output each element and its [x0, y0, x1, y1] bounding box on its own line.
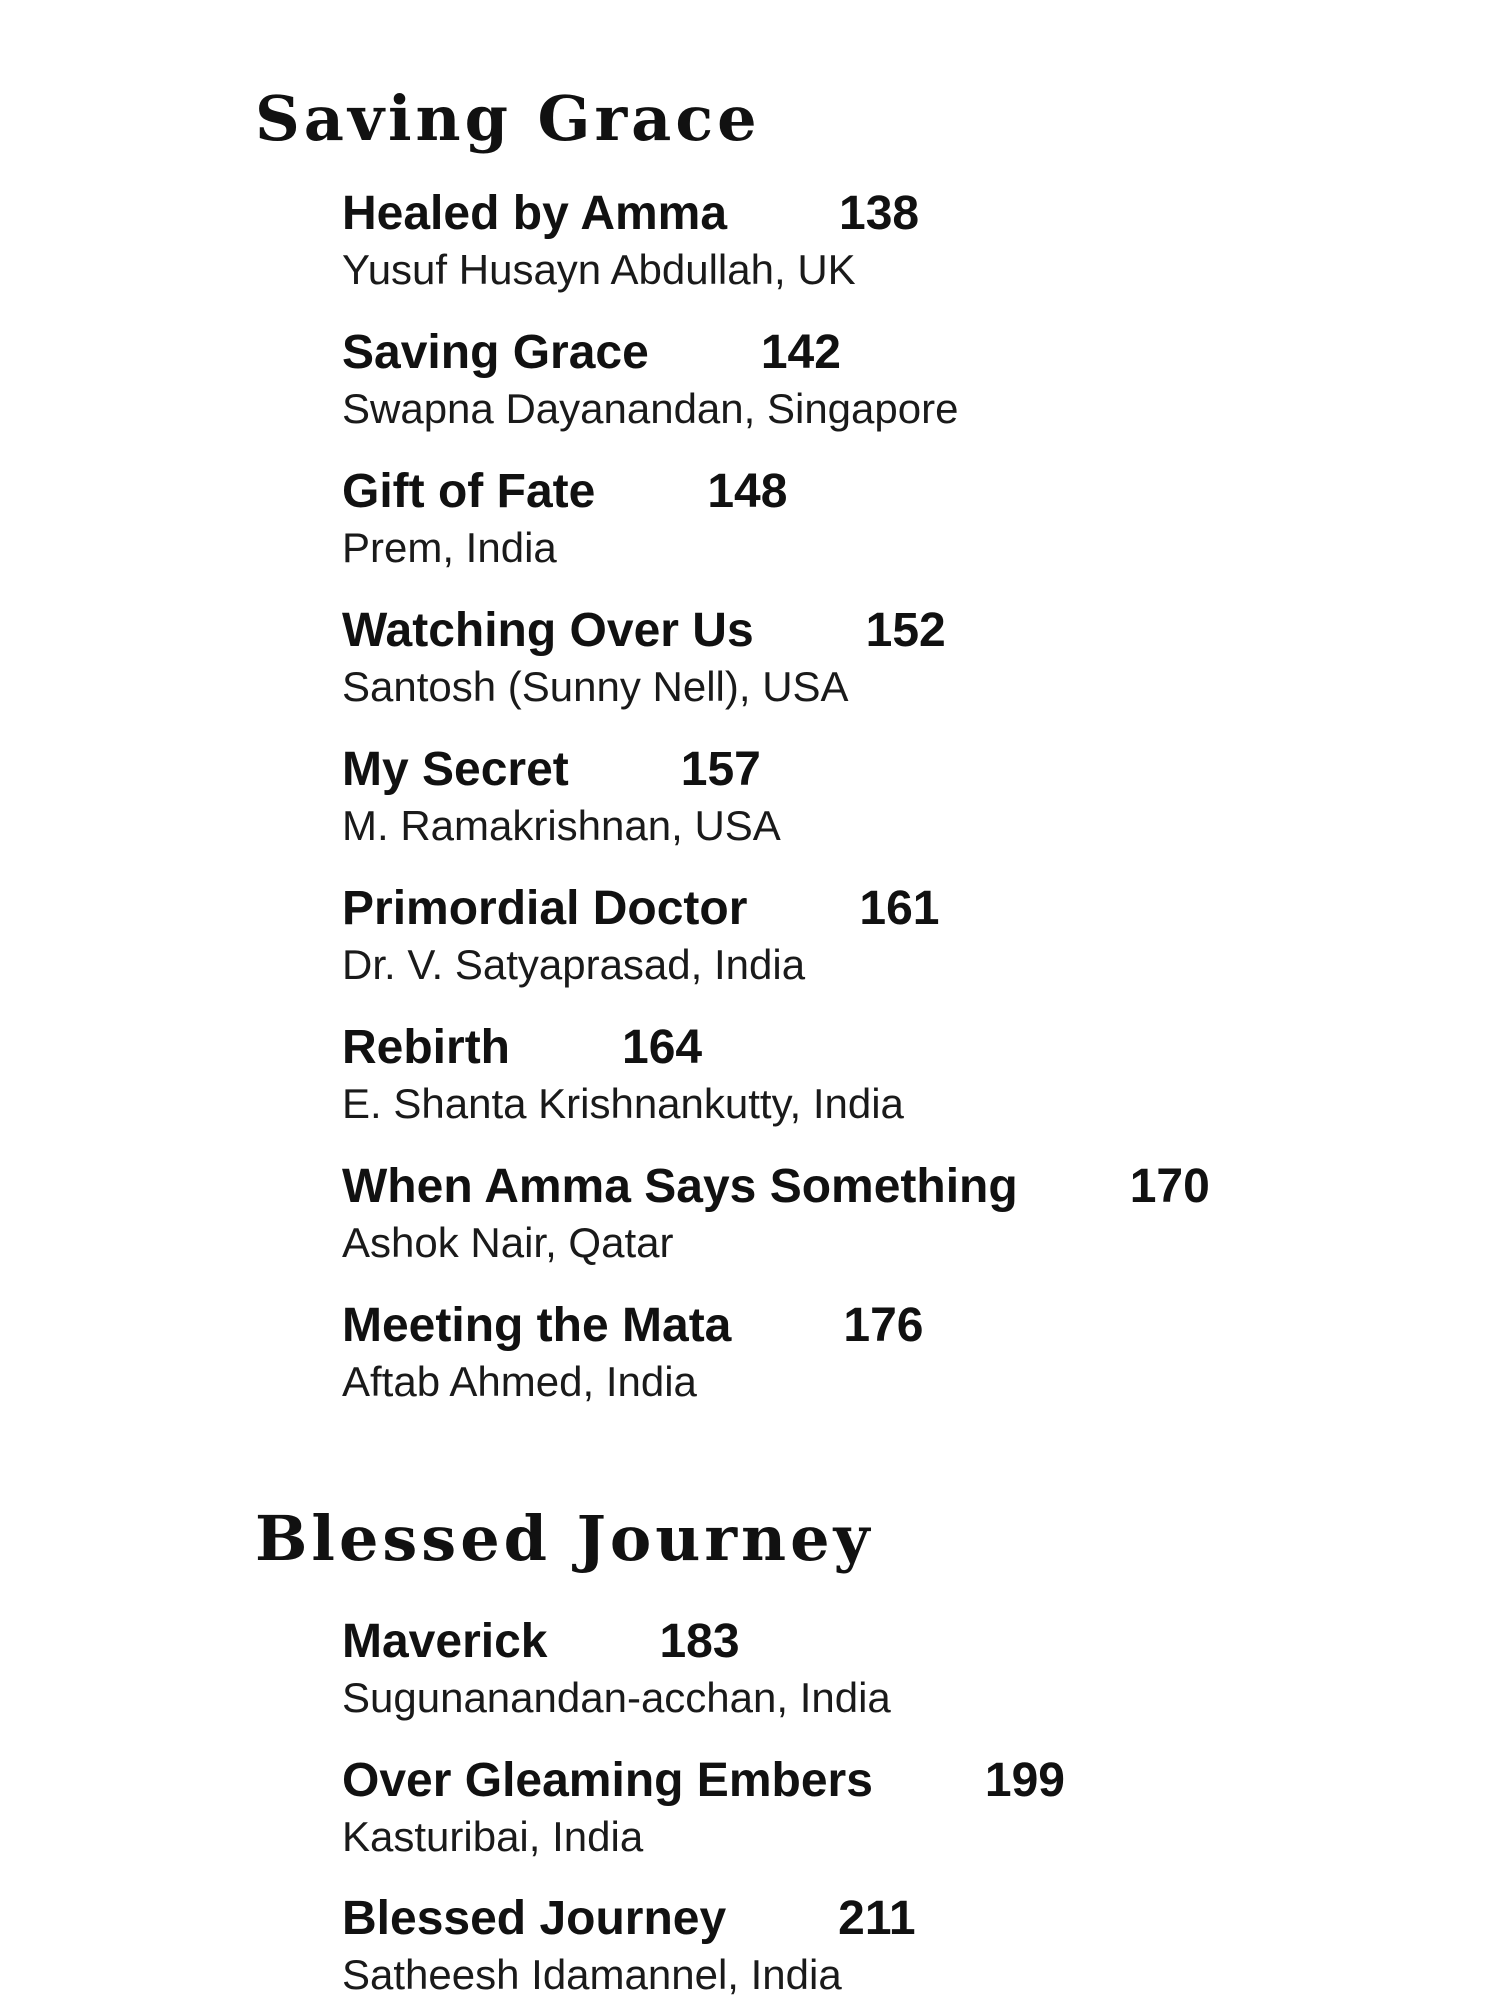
entry-page-number: 170 — [1129, 1160, 1210, 1213]
entry-page-number: 157 — [680, 743, 761, 796]
entry-author: Kasturibai, India — [342, 1813, 644, 1861]
entry-title: Saving Grace — [342, 326, 649, 379]
entry-title: Watching Over Us — [342, 604, 754, 657]
entry-author: Yusuf Husayn Abdullah, UK — [342, 246, 856, 294]
entry-author: Prem, India — [342, 524, 557, 572]
entry-title: Gift of Fate — [342, 465, 596, 518]
entry-author: Dr. V. Satyaprasad, India — [342, 941, 806, 989]
toc-entry-my-secret[interactable] — [342, 742, 781, 852]
toc-entry-blessed-journey[interactable] — [342, 1891, 916, 2001]
toc-entry-rebirth[interactable] — [342, 1020, 904, 1130]
entry-author: Satheesh Idamannel, India — [342, 1951, 842, 1999]
entry-title: Healed by Amma — [342, 187, 728, 240]
entry-title: When Amma Says Something — [342, 1160, 1018, 1213]
entry-author: M. Ramakrishnan, USA — [342, 802, 781, 850]
toc-entry-primordial-doctor[interactable] — [342, 881, 940, 991]
entry-title: My Secret — [342, 743, 569, 796]
entry-author: Santosh (Sunny Nell), USA — [342, 663, 849, 711]
entry-title: Rebirth — [342, 1021, 510, 1074]
entry-author: E. Shanta Krishnankutty, India — [342, 1080, 904, 1128]
entry-author: Swapna Dayanandan, Singapore — [342, 385, 959, 433]
entry-author: Sugunanandan-acchan, India — [342, 1674, 891, 1722]
entry-page-number: 164 — [622, 1021, 703, 1074]
entry-page-number: 199 — [984, 1754, 1065, 1807]
entry-page-number: 183 — [659, 1615, 740, 1668]
entry-title: Over Gleaming Embers — [342, 1754, 873, 1807]
toc-entry-over-gleaming-embers[interactable] — [342, 1753, 1065, 1863]
entry-page-number: 176 — [843, 1299, 924, 1352]
entry-title: Maverick — [342, 1615, 548, 1668]
entry-title: Primordial Doctor — [342, 882, 748, 935]
toc-entry-gift-of-fate[interactable] — [342, 464, 787, 574]
entry-page-number: 152 — [865, 604, 946, 657]
entry-author: Ashok Nair, Qatar — [342, 1219, 674, 1267]
toc-entry-watching-over-us[interactable] — [342, 603, 946, 713]
toc-entry-saving-grace[interactable] — [342, 325, 958, 435]
toc-entry-maverick[interactable] — [342, 1614, 891, 1724]
entry-title: Blessed Journey — [342, 1892, 727, 1945]
section-title-blessed-journey: Blessed Journey — [255, 1502, 874, 1575]
entry-page-number: 138 — [839, 187, 920, 240]
entry-page-number: 161 — [859, 882, 940, 935]
section-title-saving-grace: Saving Grace — [255, 82, 761, 155]
entry-author: Aftab Ahmed, India — [342, 1358, 697, 1406]
entry-title: Meeting the Mata — [342, 1299, 732, 1352]
entry-page-number: 148 — [707, 465, 788, 518]
toc-entry-when-amma-says-something[interactable] — [342, 1159, 1210, 1269]
toc-entry-meeting-the-mata[interactable] — [342, 1298, 923, 1408]
toc-entry-healed-by-amma[interactable] — [342, 186, 919, 296]
entry-page-number: 142 — [760, 326, 841, 379]
entry-page-number: 211 — [838, 1892, 916, 1945]
